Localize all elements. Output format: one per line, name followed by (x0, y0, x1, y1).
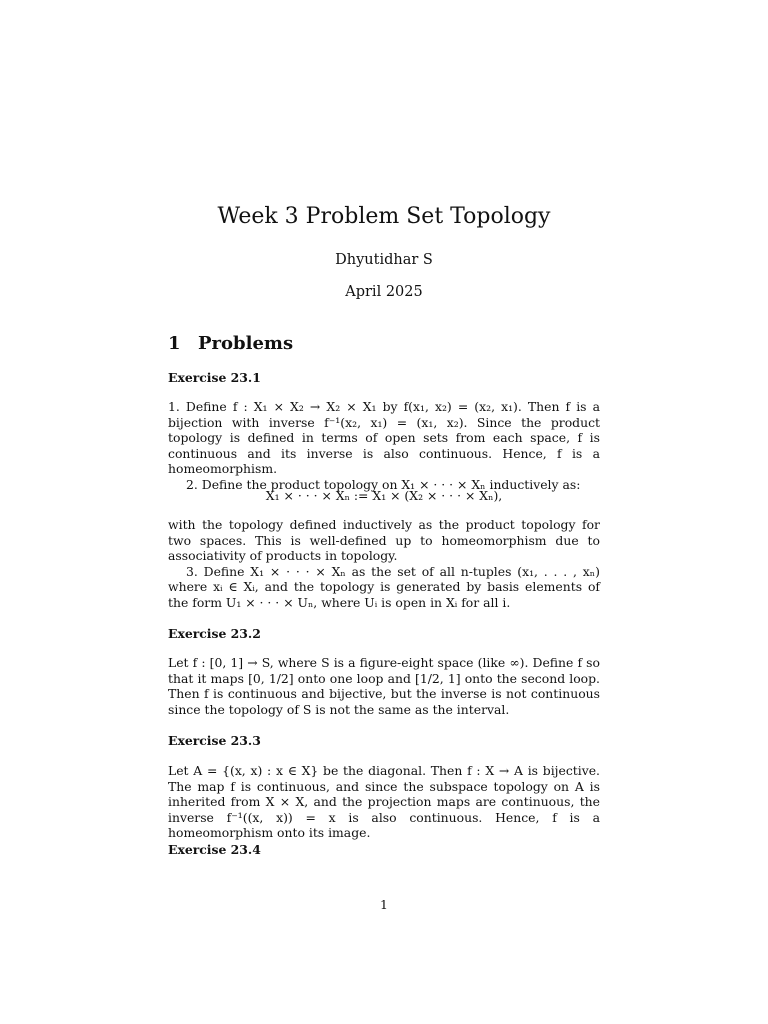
paragraph (168, 763, 600, 841)
paragraph (168, 399, 600, 492)
section-number: 1 (168, 333, 181, 354)
exercise-paragraph: with the topology defined inductively as the product topology for two spaces. This is well-defined up to homeomorphism due to associativity of products in topology. (168, 517, 600, 563)
page-number: 1 (380, 897, 388, 912)
document-date: April 2025 (345, 284, 423, 300)
exercise-paragraph: Let A = {(x, x) : x ∈ X} be the diagonal. Then f : X → A is bijective. The map f is continuous, and since the subspace topology on A is inherited from X × X, and the projection maps are continuous, the inverse f⁻¹((x, x)) = x is also continuous. Hence, f is a homeomorphism onto its image. (168, 763, 600, 840)
exercise-paragraph: 1. Define f : X₁ × X₂ → X₂ × X₁ by f(x₁, x₂) = (x₂, x₁). Then f is a bijection with inverse f⁻¹(x₂, x₁) = (x₁, x₂). Since the product topology is defined in terms of open sets from each space, f is continuous and its inverse is also continuous. Hence, f is a homeomorphism. (168, 399, 600, 476)
exercise-paragraph: Let f : [0, 1] → S, where S is a figure-eight space (like ∞). Define f so that it maps [0, 1/2] onto one loop and [1/2, 1] onto the second loop. Then f is continuous and bijective, but the inverse is not continuous since the topology of S is not the same as the interval. (168, 655, 600, 717)
display-equation: X₁ × · · · × Xₙ := X₁ × (X₂ × · · · × Xₙ), (265, 488, 503, 503)
document-title: Week 3 Problem Set Topology (217, 204, 551, 229)
exercise-heading: Exercise 23.2 (168, 626, 261, 641)
exercise-heading: Exercise 23.1 (168, 370, 261, 385)
exercise-paragraph: 2. Define the product topology on X₁ × · · · × Xₙ inductively as: (186, 476, 581, 492)
paragraph (168, 517, 600, 610)
paragraph (168, 655, 600, 717)
section-title: Problems (198, 333, 294, 354)
exercise-heading: Exercise 23.3 (168, 733, 261, 748)
document-author: Dhyutidhar S (335, 252, 433, 268)
section-heading (168, 333, 293, 354)
exercise-heading: Exercise 23.4 (168, 842, 261, 857)
exercise-paragraph: 3. Define X₁ × · · · × Xₙ as the set of all n-tuples (x₁, . . . , xₙ) where xᵢ ∈ Xᵢ, and the topology is generated by basis elements of the form U₁ × · · · × Uₙ, where Uᵢ is open in Xᵢ for all i. (168, 563, 600, 610)
